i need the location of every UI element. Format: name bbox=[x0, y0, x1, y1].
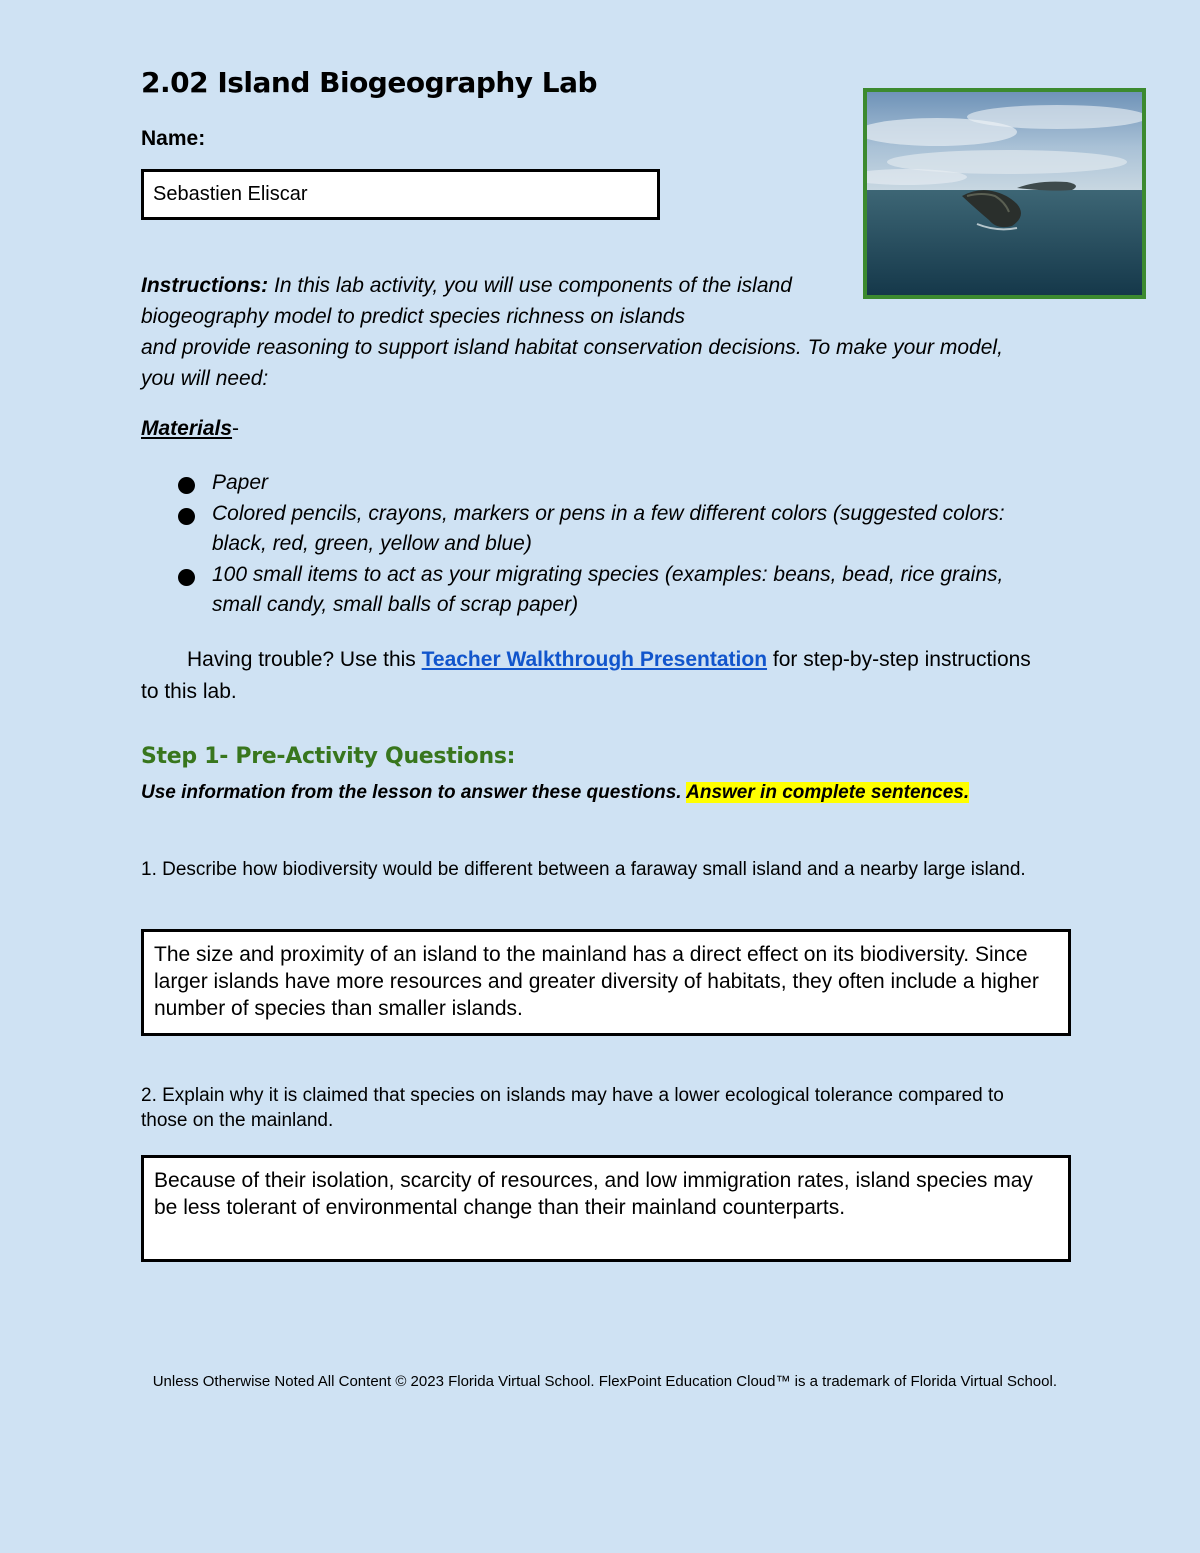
island-aerial-image bbox=[867, 92, 1142, 295]
instructions-text-2: and provide reasoning to support island habitat conservation decisions. To make your model, you will need: bbox=[141, 336, 1003, 390]
question-1: 1. Describe how biodiversity would be different between a faraway small island and a nearby large island. bbox=[141, 859, 1026, 880]
instructions-label: Instructions: bbox=[141, 274, 269, 297]
highlighted-instruction: Answer in complete sentences. bbox=[686, 782, 970, 803]
page-title: 2.02 Island Biogeography Lab bbox=[141, 66, 598, 99]
island-photo bbox=[863, 88, 1146, 299]
step1-heading: Step 1- Pre-Activity Questions: bbox=[141, 744, 516, 769]
answer-2-field[interactable]: Because of their isolation, scarcity of resources, and low immigration rates, island species may be less tolerant of environmental change than their mainland counterparts. bbox=[141, 1155, 1071, 1262]
step1-instruction: Use information from the lesson to answer these questions. Answer in complete sentences. bbox=[141, 782, 970, 803]
list-item: 100 small items to act as your migrating species (examples: beans, bead, rice grains, small candy, small balls of scrap paper) bbox=[141, 560, 1041, 620]
bullet-icon bbox=[178, 569, 195, 586]
instructions-text-1: In this lab activity, you will use components of the island biogeography model to predict species richness on islands bbox=[141, 274, 792, 328]
materials-label: Materials bbox=[141, 417, 233, 440]
list-item: Colored pencils, crayons, markers or pens in a few different colors (suggested colors: black, red, green, yellow and blue) bbox=[141, 499, 1041, 559]
materials-heading bbox=[141, 417, 239, 441]
copyright-footer: Unless Otherwise Noted All Content © 2023 Florida Virtual School. FlexPoint Education Cloud™ is a trademark of Florida Virtual School. bbox=[152, 1373, 1057, 1390]
name-field[interactable]: Sebastien Eliscar bbox=[141, 169, 660, 220]
name-label: Name: bbox=[141, 127, 206, 150]
list-item: Paper bbox=[141, 468, 1041, 498]
materials-list bbox=[141, 468, 1041, 621]
materials-dash: - bbox=[232, 417, 240, 440]
answer-1-field[interactable]: The size and proximity of an island to the mainland has a direct effect on its biodiversity. Since larger islands have more resources and greater diversity of habitats, they often include a higher number of species than smaller islands. bbox=[141, 929, 1071, 1036]
bullet-icon bbox=[178, 477, 195, 494]
question-2: 2. Explain why it is claimed that species on islands may have a lower ecological tolerance compared to those on the mainland. bbox=[141, 1085, 1004, 1131]
trouble-paragraph: Having trouble? Use this Teacher Walkthrough Presentation for step-by-step instructions to this lab. bbox=[141, 648, 1031, 703]
teacher-walkthrough-link[interactable]: Teacher Walkthrough Presentation bbox=[421, 648, 768, 671]
instructions-paragraph bbox=[141, 270, 1041, 394]
bullet-icon bbox=[178, 508, 195, 525]
